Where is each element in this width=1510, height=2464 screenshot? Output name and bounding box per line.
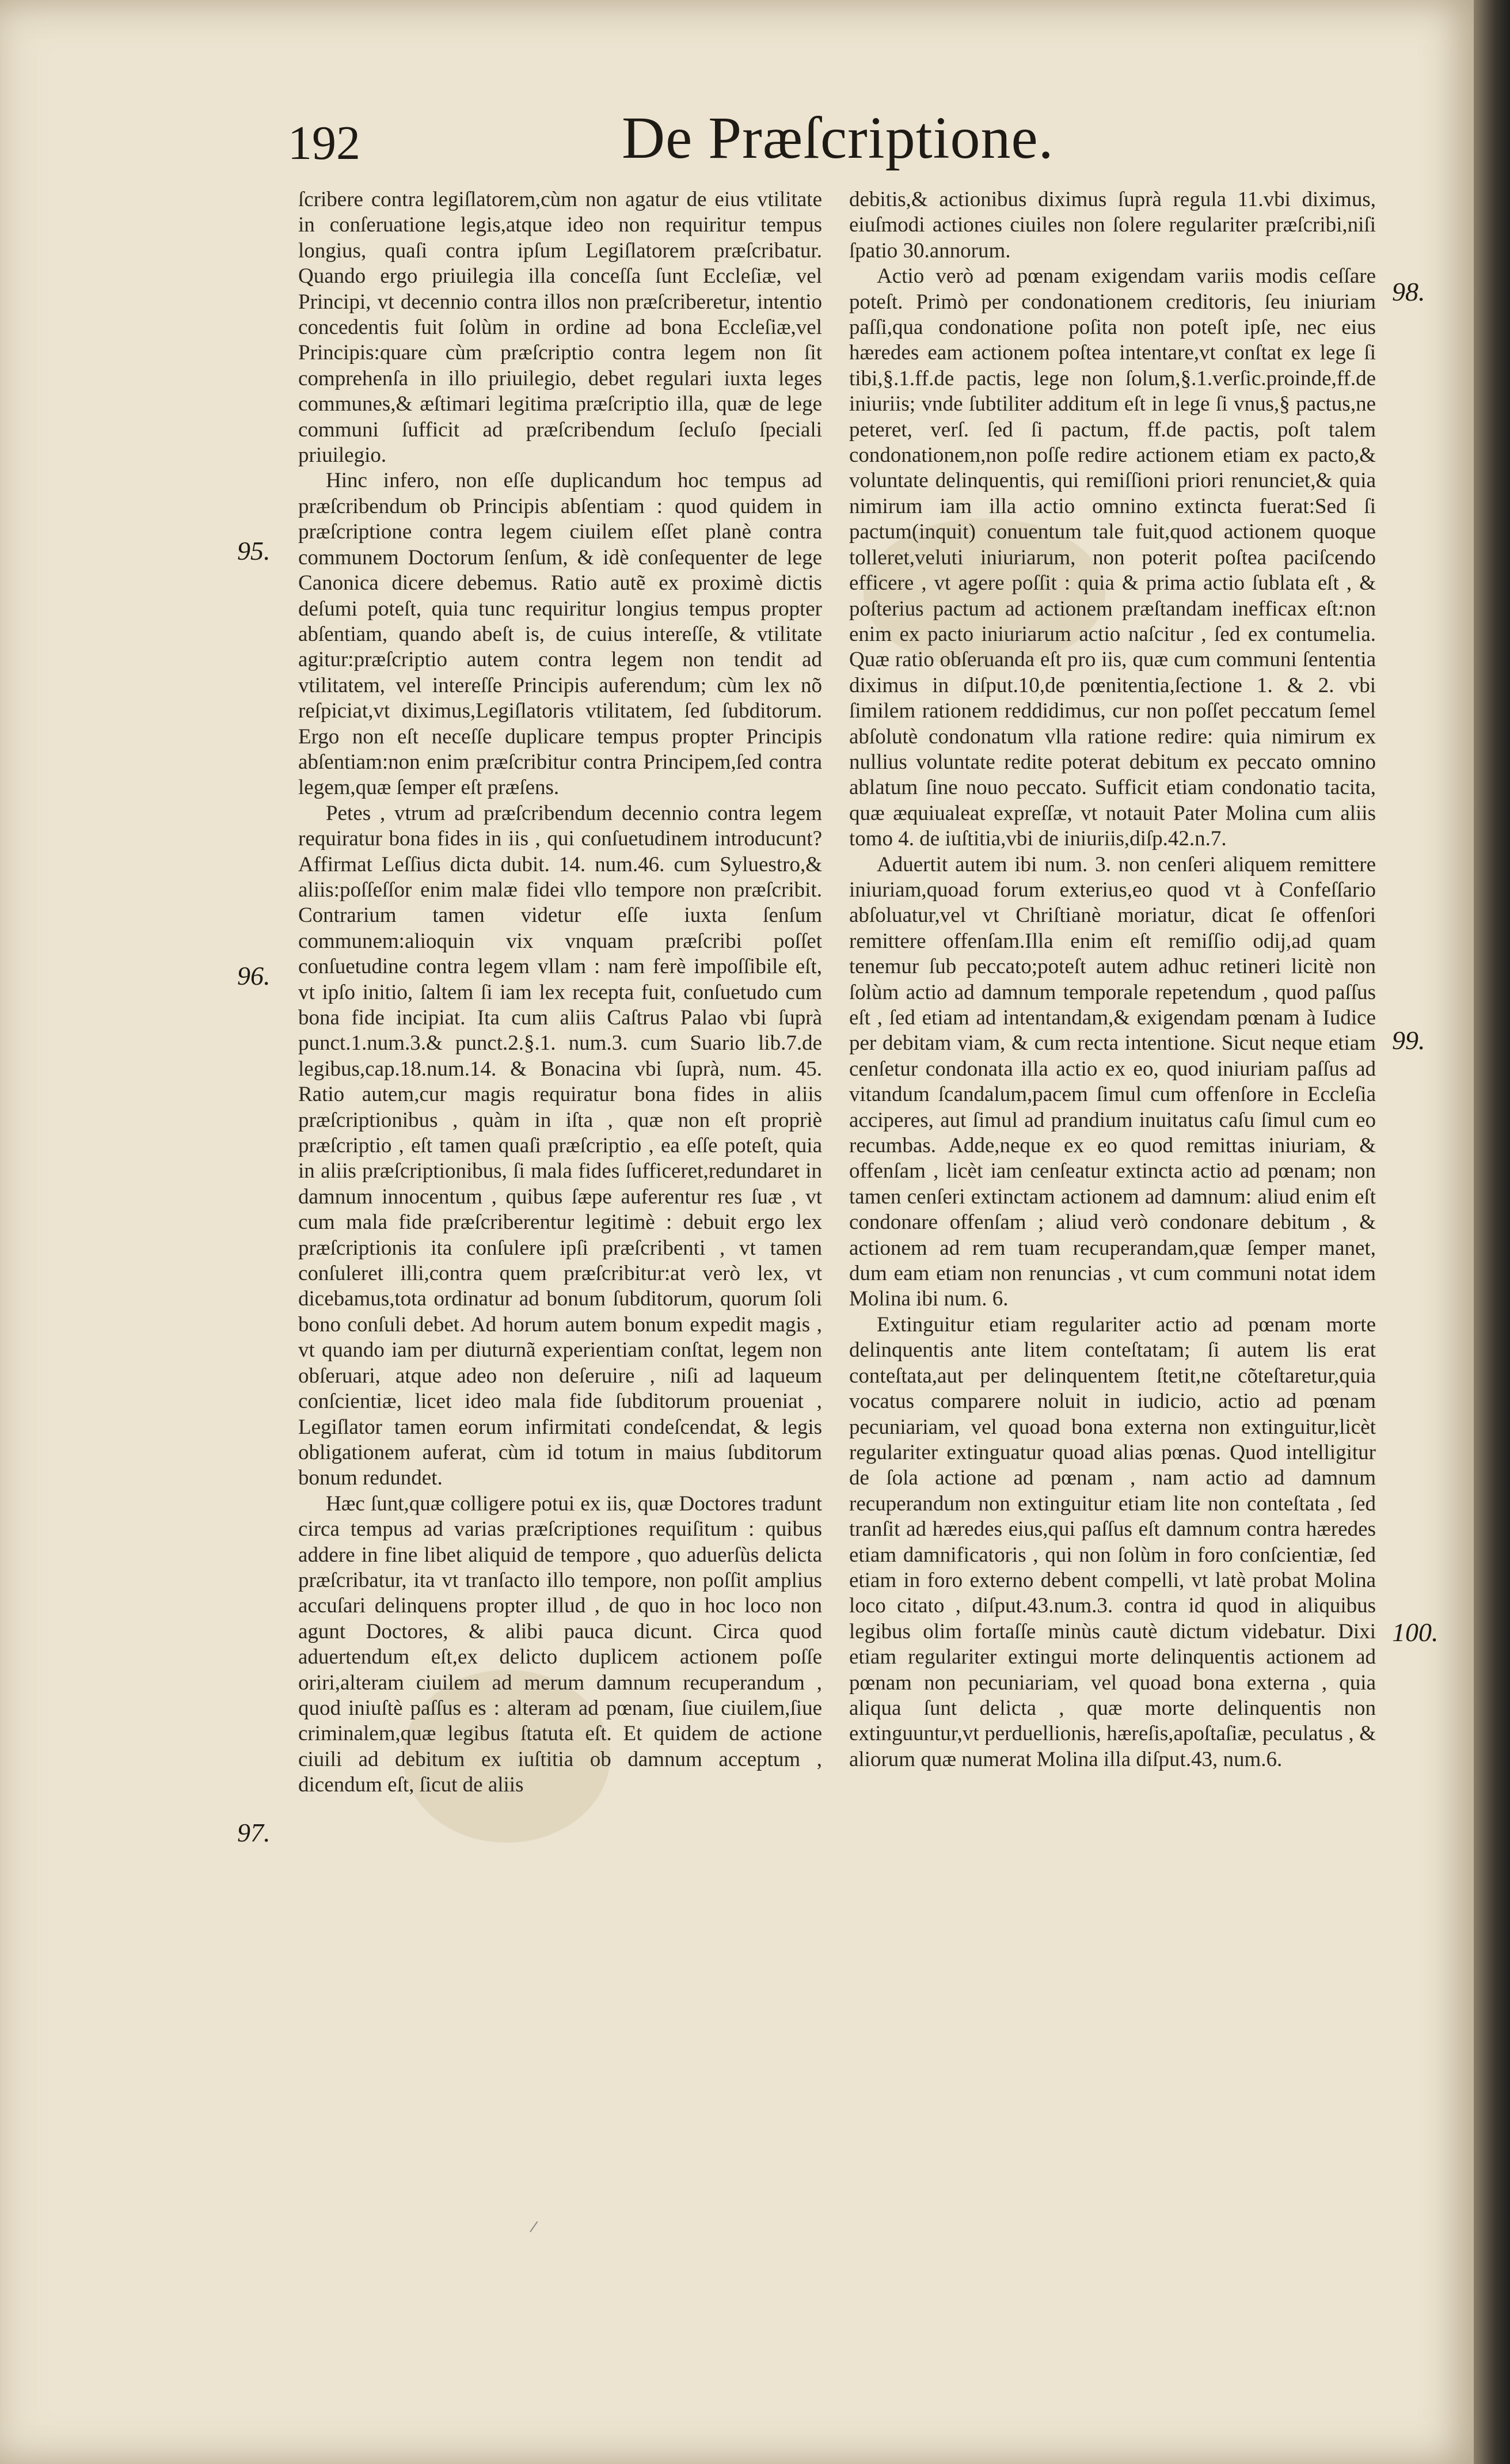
margin-number-98: 98.: [1392, 277, 1425, 306]
page-header: [288, 105, 1071, 179]
margin-number-95: 95.: [237, 536, 271, 565]
paragraph: Hinc infero, non eſſe duplicandum hoc tempus ad præſcribendum ob Principis abſentiam : quod quidem in præſcriptione contra legem ciuilem eſſet planè contra communem Doctorum ſenſum, & idè conſequenter de lege Canonica dicere debemus. Ratio autẽ ex proximè dictis deſumi poteſt, quia tunc requiritur longius tempus propter abſentiam, quando abeſt is, de cuius intereſſe, & vtilitate agitur:præſcriptio autem contra legem non tendit ad vtilitatem, vel intereſſe Principis auferendum; cùm lex nõ reſpiciat,vt diximus,Legiſlatoris vtilitatem, ſed ſubditorum. Ergo non eſt neceſſe duplicare tempus propter Principis abſentiam:non enim præſcribitur contra Principem,ſed contra legem,quæ ſemper eſt præſens.: [298, 469, 822, 800]
paragraph: Petes , vtrum ad præſcribendum decennio contra legem requiratur bona fides in iis , qui conſuetudinem introducunt? Affirmat Leſſius dicta dubit. 14. num.46. cum Syluestro,& aliis:poſſeſſor enim malæ fidei vllo tempore non præſcribit. Contrarium tamen videtur eſſe iuxta ſenſum communem:alioquin vix vnquam præſcribi poſſet conſuetudine contra legem vllam : nam ferè impoſſibile eſt, vt ipſo initio, ſaltem ſi iam lex recepta fuit, conſuetudo cum bona fide incipiat. Ita cum aliis Caſtrus Palao vbi ſuprà punct.1.num.3.& punct.2.§.1. num.3. cum Suario lib.7.de legibus,cap.18.num.14. & Bonacina vbi ſuprà, num. 45. Ratio autem,cur magis requiratur bona fides in aliis præſcriptionibus , quàm in iſta , quæ non eſt propriè præſcriptio , eſt tamen quaſi præſcriptio , ea eſſe poteſt, quia in aliis præſcriptionibus, ſi mala fides ſufficeret,redundaret in damnum innocentum , quibus ſæpe auferentur res ſuæ , vt cum mala fide præſcriberentur legitimè : debuit ergo lex præſcriptionis ita conſulere ipſi præſcribenti , vt tamen conſuleret illi,contra quem præſcribitur:at verò lex, vt dicebamus,tota ordinatur ad bonum ſubditorum, quorum ſoli bono conſuli debet. Ad horum autem bonum expedit magis , vt quando iam per diuturnã experientiam conſtat, legem non obſeruari, atque adeo non deſeruire , niſi ad laqueum conſcientiæ, licet ideo mala fide ſubditorum proueniat , Legiſlator tamen eorum infirmitati condeſcendat, & legis obligationem auferat, cùm id totum in maius ſubditorum bonum redundet.: [298, 801, 822, 1490]
pencil-mark: [530, 2221, 545, 2237]
paragraph: Aduertit autem ibi num. 3. non cenſeri aliquem remittere iniuriam,quoad forum exterius,eo quod vt à Confeſſario abſoluatur,vel vt Chriſtianè moriatur, dicat ſe offenſori remittere offenſam.Illa enim eſt remiſſio odij,ad quam tenemur ſub peccato;poteſt autem adhuc retineri licitè non ſolùm actio ad damnum temporale repetendum , quod paſſus eſt , ſed etiam ad intentandam,& exigendam pœnam à Iudice per debitam viam, & cum recta intentione. Sicut neque etiam cenſetur condonata illa actio ex eo, quod iniuriam paſſus ad vitandum ſcandalum,pacem ſimul cum offenſore in Eccleſia acciperes, aut ſimul ad prandium inuitatus caſu ſimul cum eo recumbas. Adde,neque ex eo quod remittas iniuriam, & offenſam , licèt iam cenſeatur extincta actio ad pœnam; non tamen cenſeri extinctam actionem ad damnum: aliud enim eſt condonare offenſam ; aliud verò condonare debitum , & actionem ad rem tuam recuperandam,quæ ſemper manet, dum eam etiam non renuncias , vt cum communi notat idem Molina ibi num. 6.: [849, 852, 1376, 1311]
paragraph: Hæc ſunt,quæ colligere potui ex iis, quæ Doctores tradunt circa tempus ad varias præſcriptiones requiſitum : quibus addere in fine libet aliquid de tempore , quo aduerſùs delicta præſcribatur, ita vt tranſacto illo tempore, non poſſit amplius accuſari delinquens propter illud , de quo in hoc loco non agunt Doctores, & alibi pauca dicunt. Circa quod aduertendum eſt,ex delicto duplicem actionem poſſe oriri,alteram ciuilem ad merum damnum recuperandum , quod iniuſtè paſſus es : alteram ad pœnam, ſiue ciuilem,ſiue criminalem,quæ legibus ſtatuta eſt. Et quidem de actione ciuili ad debitum ex iuſtitia ob damnum acceptum , dicendum eſt, ſicut de aliis: [298, 1491, 822, 1797]
paragraph: Actio verò ad pœnam exigendam variis modis ceſſare poteſt. Primò per condonationem creditoris, ſeu iniuriam paſſi,qua condonatione poſita non poteſt ipſe, nec eius hæredes eam actionem poſtea intentare,vt conſtat ex lege ſi tibi,§.1.ff.de pactis, lege non ſolum,§.1.verſic.proinde,ff.de iniuriis; vnde ſubtiliter additum eſt in lege ſi vnus,§ pactus,ne peteret, verſ. ſed ſi pactum, ff.de pactis, poſt talem condonationem,non poſſe redire actionem etiam ex pacto,& voluntate delinquentis, qui remiſſioni priori renunciet,& quia nimirum iam illa actio omnino extincta fuerat:Sed ſi pactum(inquit) conuentum tale fuit,quod actionem quoque tolleret,veluti iniuriarum, non poterit poſtea paciſcendo efficere , vt agere poſſit : quia & prima actio ſublata eſt , & poſterius pactum ad actionem præſtandam inefficax eſt:non enim ex pacto iniuriarum actio naſcitur , ſed ex contumelia. Quæ ratio obſeruanda eſt pro iis, quæ cum communi ſententia diximus in diſput.10,de pœnitentia,ſectione 1. & 2. vbi ſimilem rationem reddidimus, cur non poſſet peccatum ſemel abſolutè condonatum vlla ratione redire: quia nimirum ex nullius voluntate redite poterat debitum ex peccato omnino ablatum ſine nouo peccato. Sufficit etiam condonatio tacita, quæ æquiualeat expreſſæ, vt notauit Pater Molina cum aliis tomo 4. de iuſtitia,vbi de iniuriis,diſp.42.n.7.: [849, 264, 1376, 851]
page-number: 192: [288, 116, 360, 170]
paragraph: Extinguitur etiam regulariter actio ad pœnam morte delinquentis ante litem conteſtatam; ſi autem lis erat conteſtata,aut per delinquentem ſtetit,ne cõteſtaretur,quia vocatus comparere noluit in iudicio, actio ad pœnam pecuniariam, vel quoad bona externa non extinguitur,licèt regulariter extinguatur quoad alias pœnas. Quod intelligitur de ſola actione ad pœnam , nam actio ad damnum recuperandum non extinguitur etiam lite non conteſtata , ſed tranſit ad hæredes eius,qui paſſus eſt damnum contra hæredes etiam damnificatoris , qui non ſolùm in foro conſcientiæ, ſed etiam in foro externo debent compelli, vt latè probat Molina loco citato , diſput.43.num.3. contra id quod in aliquibus legibus olim fortaſſe minùs cautè dictum videbatur. Dixi etiam regulariter extingui morte delinquentis actionem ad pœnam non pecuniariam, vel quoad bona externa , quia aliqua ſunt delicta , quæ morte delinquentis non extinguuntur,vt perduellionis, hæreſis,apoſtaſiæ, peculatus , & aliorum quæ numerat Molina illa diſput.43, num.6.: [849, 1312, 1376, 1771]
margin-number-97: 97.: [237, 1818, 271, 1847]
margin-number-100: 100.: [1392, 1618, 1439, 1647]
right-column: [849, 187, 1376, 1772]
running-title: De Præſcriptione.: [622, 105, 1054, 171]
paragraph: ſcribere contra legiſlatorem,cùm non agatur de eius vtilitate in conſeruatione legis,atque ideo non requiritur tempus longius, quaſi contra ipſum Legiſlatorem præſcribatur. Quando ergo priuilegia illa conceſſa ſunt Eccleſiæ, vel Principi, vt decennio contra illos non præſcriberetur, intentio concedentis fuit ſolùm in ordine ad bona Eccleſiæ,vel Principis:quare cùm præſcriptio contra legem non ſit comprehenſa in illo priuilegio, debet regulari iuxta leges communes,& æſtimari legitima præſcriptio illa, quæ de lege communi ſufficit ad præſcribendum ſecluſo ſpeciali priuilegio.: [298, 188, 822, 468]
left-column: [298, 187, 822, 1798]
margin-number-99: 99.: [1392, 1026, 1425, 1055]
paragraph: debitis,& actionibus diximus ſuprà regula 11.vbi diximus, eiuſmodi actiones ciuiles non ſolere regulariter præſcribi,niſi ſpatio 30.annorum.: [849, 188, 1376, 263]
margin-number-96: 96.: [237, 961, 271, 990]
page-edge-shadow: [1474, 0, 1510, 2464]
